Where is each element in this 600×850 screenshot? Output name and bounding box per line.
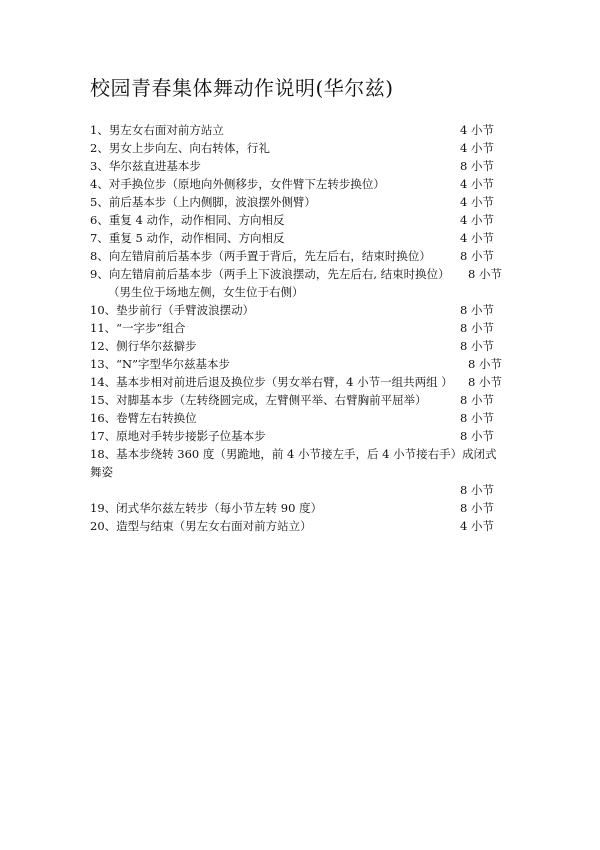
item-continuation: （男生位于场地左侧，女生位于右侧） [108,285,304,299]
list-item-6 [90,211,510,229]
list-item-16 [90,409,510,427]
item-duration: 8 小节 [460,249,494,263]
item-text: 18、基本步绕转 360 度（男跪地，前 4 小节接左手，后 4 小节接右手）成闭式 [90,447,497,461]
item-duration: 8 小节 [460,429,494,443]
item-duration: 8 小节 [460,339,494,353]
item-duration: 8 小节 [468,357,502,371]
item-duration: 4 小节 [460,231,494,245]
list-item-1 [90,121,510,139]
list-item-15 [90,391,510,409]
item-text: 7、重复 5 动作，动作相同、方向相反 [90,231,285,245]
item-text: 3、华尔兹直进基本步 [90,159,201,173]
list-item-2 [90,139,510,157]
list-item-18-continuation [90,463,510,481]
list-item-20 [90,517,510,535]
item-text: 17、原地对手转步接影子位基本步 [90,429,266,443]
item-text: 2、男女上步向左、向右转体，行礼 [90,141,270,155]
list-item-7 [90,229,510,247]
item-duration: 8 小节 [468,375,502,389]
item-duration: 8 小节 [460,159,494,173]
list-item-17 [90,427,510,445]
item-duration: 4 小节 [460,123,494,137]
list-item-11 [90,319,510,337]
item-duration: 8 小节 [460,303,494,317]
list-item-3 [90,157,510,175]
item-text: 8、向左错肩前后基本步（两手置于背后，先左后右，结束时换位） [90,249,431,263]
list-item-18-duration-row [90,481,510,499]
item-text: 6、重复 4 动作，动作相同、方向相反 [90,213,285,227]
list-item-10 [90,301,510,319]
item-text: 9、向左错肩前后基本步（两手上下波浪摆动，先左后右, 结束时换位） [90,267,450,281]
item-text: 5、前后基本步（上内侧脚，波浪摆外侧臂） [90,195,316,209]
list-item-13 [90,355,510,373]
list-item-5 [90,193,510,211]
item-text: 10、垫步前行（手臂波浪摆动） [90,303,255,317]
item-text: 4、对手换位步（原地向外侧移步，女件臂下左转步换位） [90,177,385,191]
item-duration: 4 小节 [460,177,494,191]
item-text: 19、闭式华尔兹左转步（每小节左转 90 度） [90,501,323,515]
item-duration: 4 小节 [460,195,494,209]
item-text: 16、卷臂左右转换位 [90,411,197,425]
item-duration: 8 小节 [468,267,502,281]
item-duration: 8 小节 [460,321,494,335]
list-item-4 [90,175,510,193]
item-text: 13、“N”字型华尔兹基本步 [90,357,230,371]
item-duration: 4 小节 [460,141,494,155]
item-text: 15、对脚基本步（左转绕圆完成，左臂侧平举、右臂胸前平屈举） [90,393,427,407]
list-item-18 [90,445,510,463]
item-text: 12、侧行华尔兹擗步 [90,339,197,353]
instruction-list [90,121,510,535]
page-title: 校园青春集体舞动作说明(华尔兹) [90,76,394,100]
item-duration: 8 小节 [460,483,494,497]
list-item-9 [90,265,510,301]
item-text: 20、造型与结束（男左女右面对前方站立） [90,519,312,533]
item-duration: 8 小节 [460,501,494,515]
list-item-12 [90,337,510,355]
item-duration: 4 小节 [460,213,494,227]
item-text: 14、基本步相对前进后退及换位步（男女举右臂，4 小节一组共两组 ） [90,375,453,389]
list-item-19 [90,499,510,517]
item-duration: 8 小节 [460,393,494,407]
item-duration: 4 小节 [460,519,494,533]
item-continuation: 舞姿 [90,465,113,479]
list-item-14 [90,373,510,391]
item-text: 1、男左女右面对前方站立 [90,123,224,137]
list-item-8 [90,247,510,265]
item-duration: 8 小节 [460,411,494,425]
item-text: 11、“一字步”组合 [90,321,186,335]
